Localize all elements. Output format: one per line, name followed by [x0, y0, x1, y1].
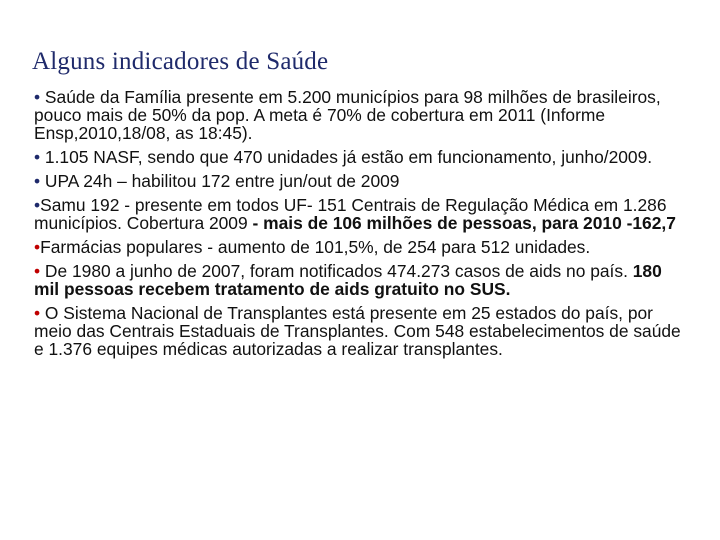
- bullet-text: 1.105 NASF, sendo que 470 unidades já estão em funcionamento, junho/2009.: [40, 147, 653, 167]
- bullet-bold-text: - mais de 106 milhões de pessoas, para 2010 -162,7: [252, 213, 676, 233]
- bullet-text: Samu 192 - presente em todos UF- 151 Centrais de Regulação Médica em 1.286 municípios. Cobertura 2009: [34, 195, 667, 233]
- bullet-marker: •: [34, 303, 41, 323]
- bullet-text: Saúde da Família presente em 5.200 municípios para 98 milhões de brasileiros, pouco mais de 50% da pop. A meta é 70% de cobertura em 2011 (Informe Ensp,2010,18/08, as 18:45).: [34, 87, 661, 143]
- bullet-text: Farmácias populares - aumento de 101,5%, de 254 para 512 unidades.: [40, 237, 591, 257]
- bullet-text: O Sistema Nacional de Transplantes está presente em 25 estados do país, por meio das Centrais Estaduais de Transplantes. Com 548 estabelecimentos de saúde e 1.376 equipes médicas autorizadas a realizar transplantes.: [34, 303, 681, 359]
- bullet-text: De 1980 a junho de 2007, foram notificados 474.273 casos de aids no país.: [40, 261, 633, 281]
- bullet-item: [34, 304, 684, 358]
- bullet-bold-text: 180 mil pessoas recebem tratamento de aids gratuito no SUS.: [34, 261, 662, 299]
- slide-title: Alguns indicadores de Saúde: [32, 48, 329, 75]
- bullet-marker: •: [34, 147, 41, 167]
- bullet-marker: •: [34, 195, 41, 215]
- bullet-item: [34, 172, 684, 190]
- bullet-marker: •: [34, 87, 41, 107]
- bullet-item: [34, 148, 684, 166]
- bullet-marker: •: [34, 171, 41, 191]
- bullet-item: [34, 238, 684, 256]
- bullet-marker: •: [34, 261, 41, 281]
- bullet-item: [34, 196, 684, 232]
- bullet-text: UPA 24h – habilitou 172 entre jun/out de 2009: [40, 171, 400, 191]
- bullet-item: [34, 262, 684, 298]
- bullet-list: [34, 88, 684, 364]
- bullet-marker: •: [34, 237, 41, 257]
- bullet-item: [34, 88, 684, 142]
